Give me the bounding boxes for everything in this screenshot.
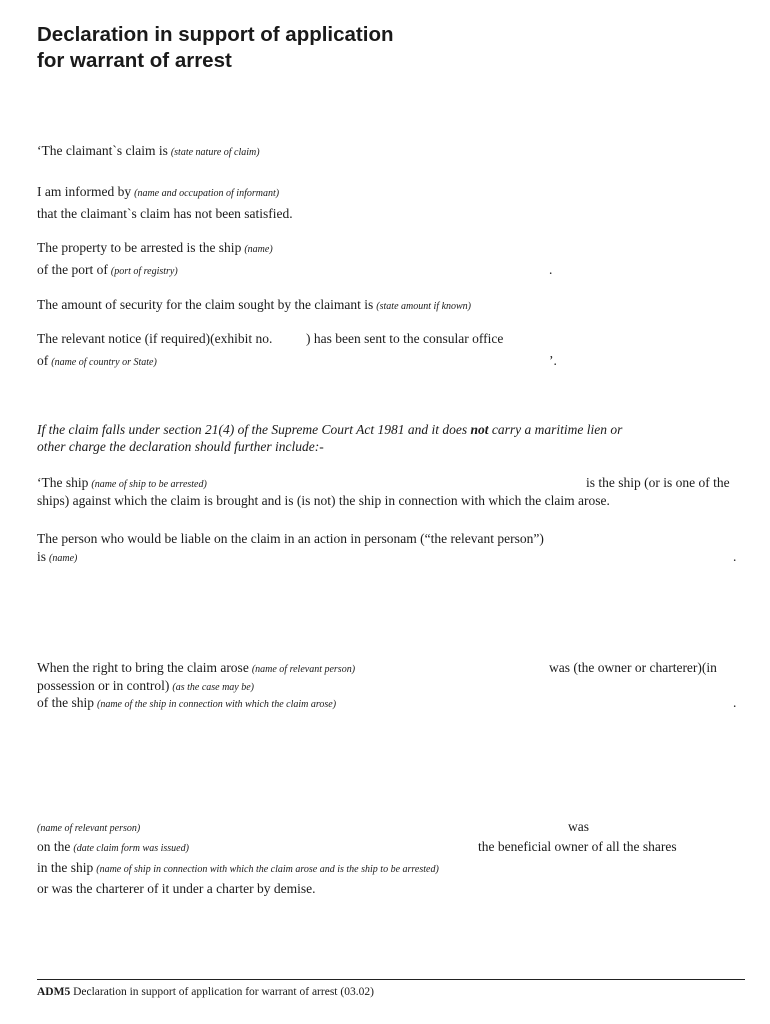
owner-beneficial: the beneficial owner of all the shares bbox=[478, 839, 677, 854]
section-note-line-2: other charge the declaration should further include:- bbox=[37, 439, 324, 454]
right-right: was (the owner or charterer)(in bbox=[549, 660, 717, 675]
footer-text: Declaration in support of application for warrant of arrest (03.02) bbox=[73, 986, 374, 998]
informant-text: I am informed by bbox=[37, 184, 132, 199]
security-hint: (state amount if known) bbox=[376, 301, 472, 312]
right-end: . bbox=[733, 695, 737, 710]
title-line-2: for warrant of arrest bbox=[37, 49, 232, 72]
notice-line bbox=[37, 330, 272, 347]
owner-on-line bbox=[37, 838, 189, 857]
right-line-3-text: of the ship bbox=[37, 695, 94, 710]
owner-ship-hint: (name of ship in connection with which the claim arose and is the ship to be arrested) bbox=[96, 864, 439, 875]
right-line-2-hint: (as the case may be) bbox=[172, 682, 255, 693]
property-text: The property to be arrested is the ship bbox=[37, 240, 242, 255]
owner-on-text: on the bbox=[37, 839, 71, 854]
ship-line-2: ships) against which the claim is brought and is (is not) the ship in connection with which the claim arose. bbox=[37, 493, 610, 508]
right-line bbox=[37, 659, 355, 678]
footer-rule bbox=[37, 979, 745, 980]
person-is-hint: (name) bbox=[49, 553, 78, 564]
ship-right: is the ship (or is one of the bbox=[586, 475, 730, 490]
section-note-a: If the claim falls under section 21(4) of the Supreme Court Act 1981 and it does bbox=[37, 422, 468, 437]
page-title bbox=[37, 22, 637, 74]
owner-on-hint: (date claim form was issued) bbox=[73, 843, 189, 854]
footer bbox=[37, 985, 374, 999]
owner-ship-text: in the ship bbox=[37, 860, 94, 875]
ship-hint: (name of ship to be arrested) bbox=[91, 479, 207, 490]
footer-code: ADM5 bbox=[37, 986, 71, 998]
informant-line-2: that the claimant`s claim has not been satisfied. bbox=[37, 206, 293, 221]
section-note-line-1 bbox=[37, 421, 622, 438]
notice-text-2: ) has been sent to the consular office bbox=[306, 331, 504, 346]
owner-ship-line bbox=[37, 859, 439, 878]
owner-line-4: or was the charterer of it under a charter by demise. bbox=[37, 881, 316, 896]
ship-line bbox=[37, 474, 207, 493]
notice-end: ’. bbox=[549, 353, 557, 368]
section-note-bold: not bbox=[470, 422, 489, 437]
person-end: . bbox=[733, 549, 737, 564]
person-line: The person who would be liable on the claim in an action in personam (“the relevant person”) bbox=[37, 531, 544, 546]
notice-of-line bbox=[37, 352, 157, 371]
security-line bbox=[37, 296, 471, 315]
port-text: of the port of bbox=[37, 262, 108, 277]
person-is-line bbox=[37, 548, 77, 567]
informant-line bbox=[37, 183, 279, 202]
notice-of-text: of bbox=[37, 353, 49, 368]
right-line-3-hint: (name of the ship in connection with which the claim arose) bbox=[97, 699, 337, 710]
right-line-3 bbox=[37, 694, 336, 713]
right-line-2-text: possession or in control) bbox=[37, 678, 170, 693]
owner-was: was bbox=[568, 819, 589, 834]
claim-hint: (state nature of claim) bbox=[170, 147, 260, 158]
informant-hint: (name and occupation of informant) bbox=[134, 188, 280, 199]
port-end: . bbox=[549, 262, 553, 277]
security-text: The amount of security for the claim sought by the claimant is bbox=[37, 297, 374, 312]
ship-text: ‘The ship bbox=[37, 475, 89, 490]
section-note-b: carry a maritime lien or bbox=[491, 422, 623, 437]
notice-text: The relevant notice (if required)(exhibit no. bbox=[37, 331, 273, 346]
property-line bbox=[37, 239, 273, 258]
claim-text: ‘The claimant`s claim is bbox=[37, 143, 168, 158]
port-hint: (port of registry) bbox=[110, 266, 178, 277]
property-hint: (name) bbox=[244, 244, 273, 255]
title-line-1: Declaration in support of application bbox=[37, 23, 394, 46]
owner-hint-line bbox=[34, 818, 140, 837]
port-line bbox=[37, 261, 178, 280]
claim-line bbox=[37, 142, 260, 161]
right-hint: (name of relevant person) bbox=[251, 664, 356, 675]
person-is-text: is bbox=[37, 549, 47, 564]
owner-hint: (name of relevant person) bbox=[37, 823, 141, 834]
notice-of-hint: (name of country or State) bbox=[51, 357, 157, 368]
right-text: When the right to bring the claim arose bbox=[37, 660, 249, 675]
